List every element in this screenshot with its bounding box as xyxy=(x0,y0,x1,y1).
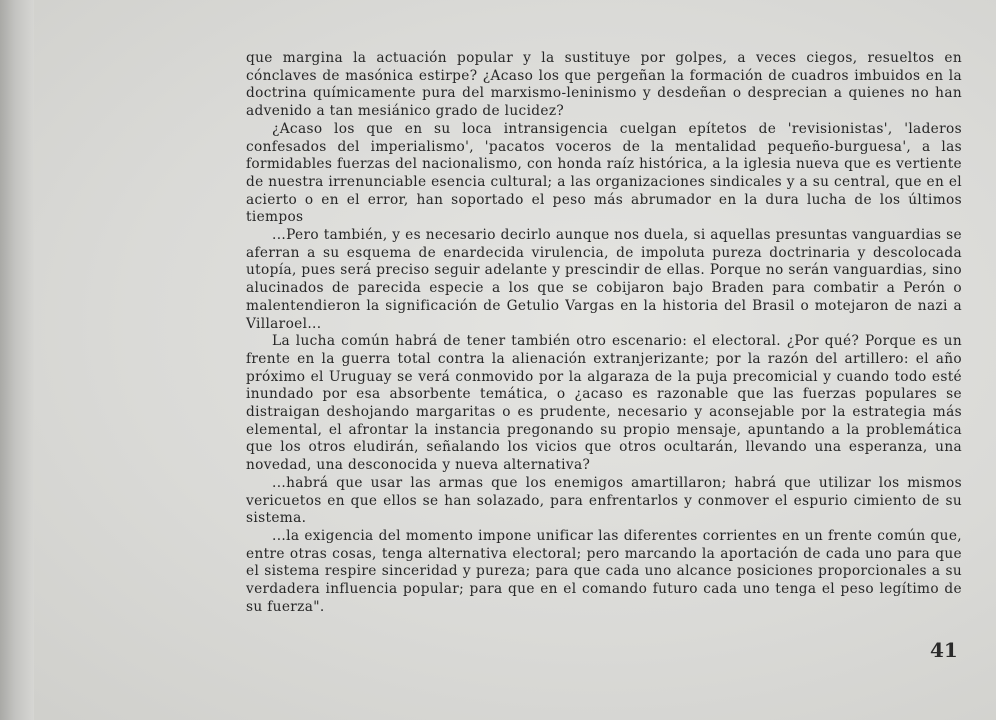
body-text xyxy=(246,50,962,617)
paragraph-2: ¿Acaso los que en su loca intransigencia cuelgan epítetos de 'revisionistas', 'laderos confesados del imperialismo', 'pacatos voceros de la mentalidad pequeño-burguesa', a las formidables fuerzas del nacionalismo, con honda raíz histórica, a la iglesia nueva que es vertiente de nuestra irrenunciable esencia cultural; a las organizaciones sindicales y a su central, que en el acierto o en el error, han soportado el peso más abrumador en la dura lucha de los últimos tiempos xyxy=(246,120,962,226)
paragraph-6: ...la exigencia del momento impone unificar las diferentes corrientes en un frente común que, entre otras cosas, tenga alternativa electoral; pero marcando la aportación de cada uno para que el sistema respire sinceridad y pureza; para que cada uno alcance posiciones proporcionales a su verdadera influencia popular; para que en el comando futuro cada uno tenga el peso legítimo de su fuerza". xyxy=(246,527,962,615)
paragraph-1: que margina la actuación popular y la sustituye por golpes, a veces ciegos, resueltos en cónclaves de masónica estirpe? ¿Acaso los que pergeñan la formación de cuadros imbuidos en la doctrina químicamente pura del marxismo-leninismo y desdeñan o desprecian a quienes no han advenido a tan mesiánico grado de lucidez? xyxy=(246,50,962,120)
page-number: 41 xyxy=(930,638,958,662)
paragraph-5: ...habrá que usar las armas que los enemigos amartillaron; habrá que utilizar los mismos vericuetos en que ellos se han solazado, para enfrentarlos y conmover el espurio cimiento de su sistema. xyxy=(246,474,962,527)
book-spine-shadow xyxy=(0,0,34,720)
paragraph-4: La lucha común habrá de tener también otro escenario: el electoral. ¿Por qué? Porque es un frente en la guerra total contra la alienación extranjerizante; por la razón del artillero: el año próximo el Uruguay se verá conmovido por la algaraza de la puja precomicial y cuando todo esté inundado por esa absorbente temática, o ¿acaso es razonable que las fuerzas populares se distraigan deshojando margaritas o es prudente, necesario y aconsejable por la estrategia más elemental, el afrontar la instancia pregonando su propio mensaje, apuntando a la problemática que los otros eludirán, señalando los vicios que otros ocultarán, llevando una esperanza, una novedad, una desconocida y nueva alternativa? xyxy=(246,333,962,474)
paragraph-3: ...Pero también, y es necesario decirlo aunque nos duela, si aquellas presuntas vanguardias se aferran a su esquema de enardecida virulencia, de impoluta pureza doctrinaria y descolocada utopía, pues será preciso seguir adelante y prescindir de ellas. Porque no serán vanguardias, sino alucinados de parecida especie a los que se cobijaron bajo Braden para combatir a Perón o malentendieron la significación de Getulio Vargas en la historia del Brasil o motejaron de nazi a Villaroel... xyxy=(246,227,962,332)
